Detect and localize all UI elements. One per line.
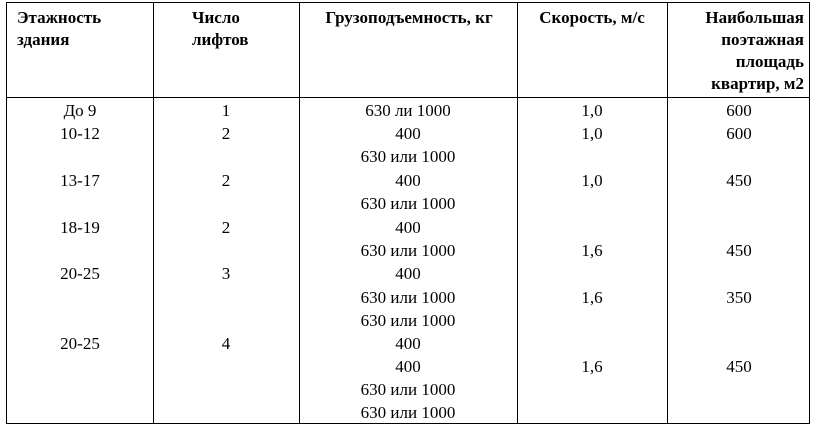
area-cell: 600 — [726, 124, 752, 143]
capacity-cell: 400 — [395, 334, 421, 353]
capacity-cell: 400 — [395, 218, 421, 237]
capacity-cell: 400 — [395, 124, 421, 143]
floors-cell: 13-17 — [60, 171, 100, 190]
header-divider — [7, 97, 809, 98]
area-cell: 600 — [726, 101, 752, 120]
floors-cell: До 9 — [63, 101, 97, 120]
header-area: Наибольшая поэтажная площадь квартир, м2 — [705, 8, 804, 93]
area-cell: 450 — [726, 171, 752, 190]
capacity-cell: 630 или 1000 — [360, 241, 456, 260]
speed-cell: 1,0 — [581, 101, 603, 120]
floors-cell: 10-12 — [60, 124, 100, 143]
capacity-cell: 630 или 1000 — [360, 147, 456, 166]
area-cell: 350 — [726, 288, 752, 307]
column-divider — [153, 3, 154, 423]
speed-cell: 1,6 — [581, 357, 603, 376]
lifts-cell: 1 — [221, 101, 231, 120]
capacity-cell: 630 ли 1000 — [365, 101, 451, 120]
capacity-cell: 630 или 1000 — [360, 403, 456, 422]
header-capacity: Грузоподъемность, кг — [325, 8, 493, 27]
area-cell: 450 — [726, 241, 752, 260]
speed-cell: 1,0 — [581, 124, 603, 143]
lifts-cell: 3 — [221, 264, 231, 283]
area-cell: 450 — [726, 357, 752, 376]
lifts-cell: 2 — [221, 218, 231, 237]
speed-cell: 1,6 — [581, 241, 603, 260]
floors-cell: 18-19 — [60, 218, 100, 237]
floors-cell: 20-25 — [60, 264, 100, 283]
speed-cell: 1,0 — [581, 171, 603, 190]
elevator-table — [6, 2, 810, 424]
capacity-cell: 630 или 1000 — [360, 311, 456, 330]
capacity-cell: 400 — [395, 264, 421, 283]
capacity-cell: 630 или 1000 — [360, 194, 456, 213]
header-speed: Скорость, м/с — [539, 8, 645, 27]
lifts-cell: 2 — [221, 171, 231, 190]
header-lifts: Число лифтов — [192, 8, 249, 49]
capacity-cell: 630 или 1000 — [360, 380, 456, 399]
speed-cell: 1,6 — [581, 288, 603, 307]
capacity-cell: 400 — [395, 171, 421, 190]
capacity-cell: 630 или 1000 — [360, 288, 456, 307]
floors-cell: 20-25 — [60, 334, 100, 353]
header-floors: Этажность здания — [17, 8, 102, 49]
capacity-cell: 400 — [395, 357, 421, 376]
lifts-cell: 2 — [221, 124, 231, 143]
lifts-cell: 4 — [221, 334, 231, 353]
